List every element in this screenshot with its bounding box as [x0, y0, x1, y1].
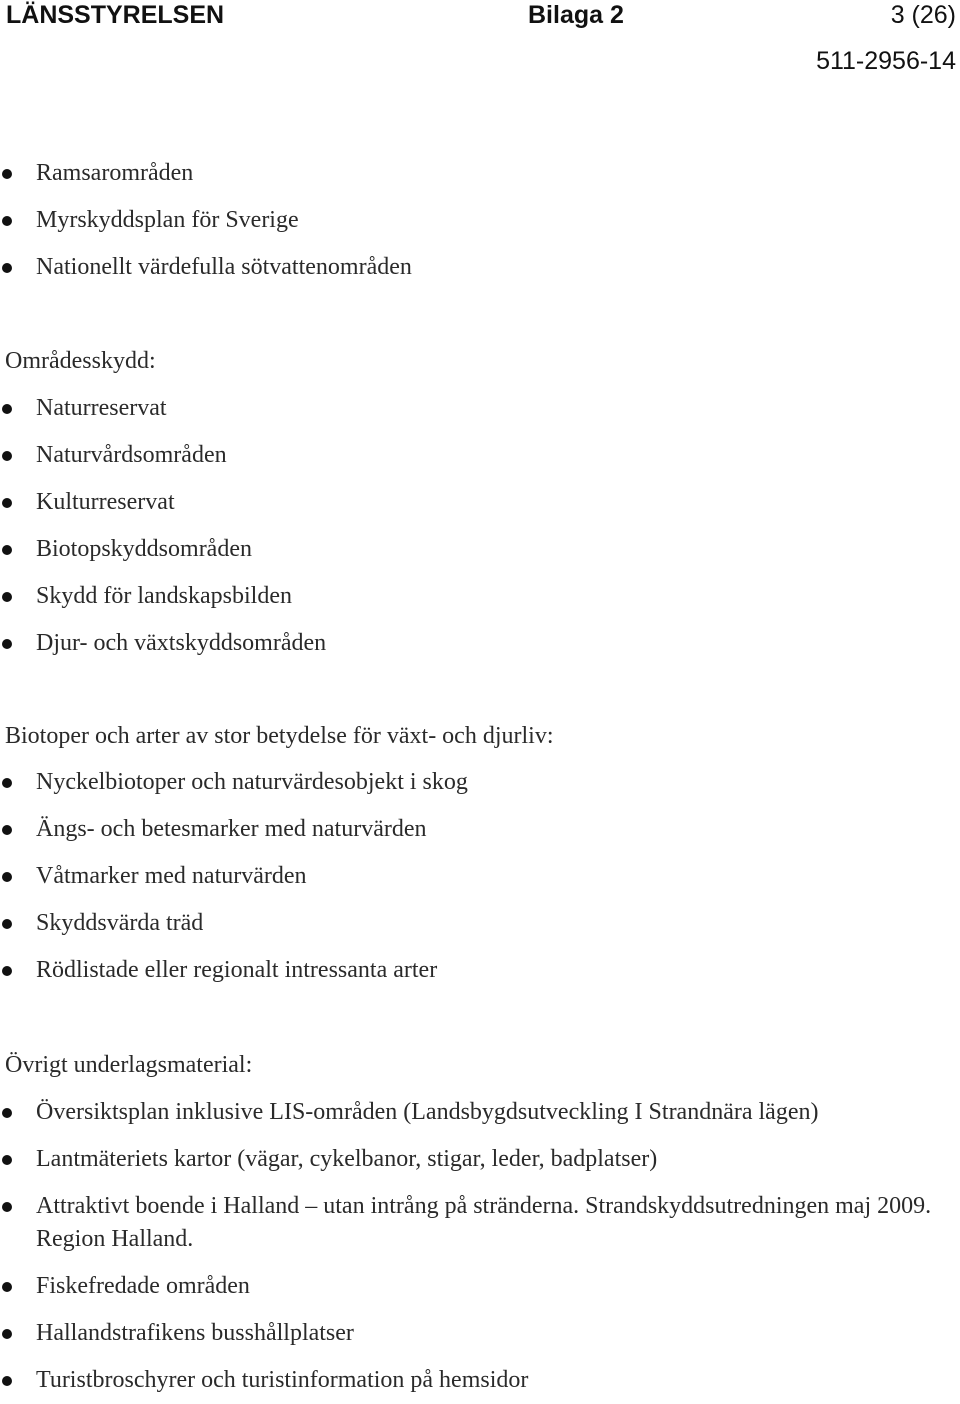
bullet-icon: [2, 1155, 12, 1165]
list-item-text: Biotopskyddsområden: [36, 536, 252, 562]
reference-number: 511-2956-14: [816, 47, 956, 75]
area-protection-list: [0, 385, 326, 667]
list-item: [0, 1183, 936, 1263]
list-item-text: Ängs- och betesmarker med naturvärden: [36, 816, 427, 842]
list-item: [0, 150, 412, 197]
bullet-icon: [2, 778, 12, 788]
page-number: 3 (26): [890, 1, 956, 29]
bullet-icon: [2, 545, 12, 555]
bullet-icon: [2, 451, 12, 461]
bullet-icon: [2, 1329, 12, 1339]
section-heading-area-protection: Områdesskydd:: [5, 348, 156, 374]
list-item: [0, 479, 326, 526]
list-item: [0, 526, 326, 573]
list-item: [0, 947, 468, 994]
list-item-text: Skyddsvärda träd: [36, 910, 204, 936]
bullet-icon: [2, 1108, 12, 1118]
bullet-icon: [2, 169, 12, 179]
section-heading-other: Övrigt underlagsmaterial:: [5, 1052, 253, 1078]
bullet-icon: [2, 592, 12, 602]
list-item: [0, 1089, 936, 1136]
list-item-text: Översiktsplan inklusive LIS-områden (Landsbygdsutveckling I Strandnära lägen): [36, 1099, 819, 1125]
list-item-text: Kulturreservat: [36, 489, 175, 515]
list-item: [0, 197, 412, 244]
bullet-icon: [2, 404, 12, 414]
list-item-text: Myrskyddsplan för Sverige: [36, 207, 299, 233]
bullet-icon: [2, 966, 12, 976]
list-item: [0, 1263, 936, 1310]
bullet-icon: [2, 919, 12, 929]
list-item: [0, 385, 326, 432]
list-item-text: Nyckelbiotoper och naturvärdesobjekt i skog: [36, 769, 468, 795]
list-item: [0, 806, 468, 853]
bullet-icon: [2, 263, 12, 273]
bullet-icon: [2, 216, 12, 226]
list-item-text: Naturvårdsområden: [36, 442, 227, 468]
list-item: [0, 244, 412, 291]
list-item-text: Naturreservat: [36, 395, 167, 421]
list-item-text: Rödlistade eller regionalt intressanta arter: [36, 957, 438, 983]
list-item: [0, 620, 326, 667]
list-item-text: Fiskefredade områden: [36, 1273, 250, 1299]
section-heading-biotopes: Biotoper och arter av stor betydelse för växt- och djurliv:: [5, 723, 554, 749]
bullet-icon: [2, 1202, 12, 1212]
intro-list: [0, 150, 412, 291]
list-item-text: Hallandstrafikens busshållplatser: [36, 1320, 354, 1346]
list-item-text: Attraktivt boende i Halland – utan intrång på stränderna. Strandskyddsutredningen maj 2009. Region Halland.: [36, 1193, 932, 1252]
list-item-text: Lantmäteriets kartor (vägar, cykelbanor, stigar, leder, badplatser): [36, 1146, 658, 1172]
other-materials-list: [0, 1089, 936, 1404]
list-item: [0, 573, 326, 620]
list-item: [0, 853, 468, 900]
organization-name: LÄNSSTYRELSEN: [6, 1, 225, 29]
bullet-icon: [2, 639, 12, 649]
list-item: [0, 1357, 936, 1404]
bullet-icon: [2, 872, 12, 882]
list-item-text: Turistbroschyrer och turistinformation på hemsidor: [36, 1367, 529, 1393]
biotopes-list: [0, 759, 468, 994]
bullet-icon: [2, 1282, 12, 1292]
list-item-text: Nationellt värdefulla sötvattenområden: [36, 254, 412, 280]
list-item: [0, 1136, 936, 1183]
list-item: [0, 759, 468, 806]
list-item: [0, 900, 468, 947]
bullet-icon: [2, 825, 12, 835]
list-item: [0, 432, 326, 479]
attachment-label: Bilaga 2: [528, 1, 624, 29]
bullet-icon: [2, 498, 12, 508]
list-item-text: Djur- och växtskyddsområden: [36, 630, 327, 656]
list-item-text: Ramsarområden: [36, 160, 194, 186]
list-item-text: Skydd för landskapsbilden: [36, 583, 292, 609]
list-item: [0, 1310, 936, 1357]
list-item-text: Våtmarker med naturvärden: [36, 863, 307, 889]
bullet-icon: [2, 1376, 12, 1386]
